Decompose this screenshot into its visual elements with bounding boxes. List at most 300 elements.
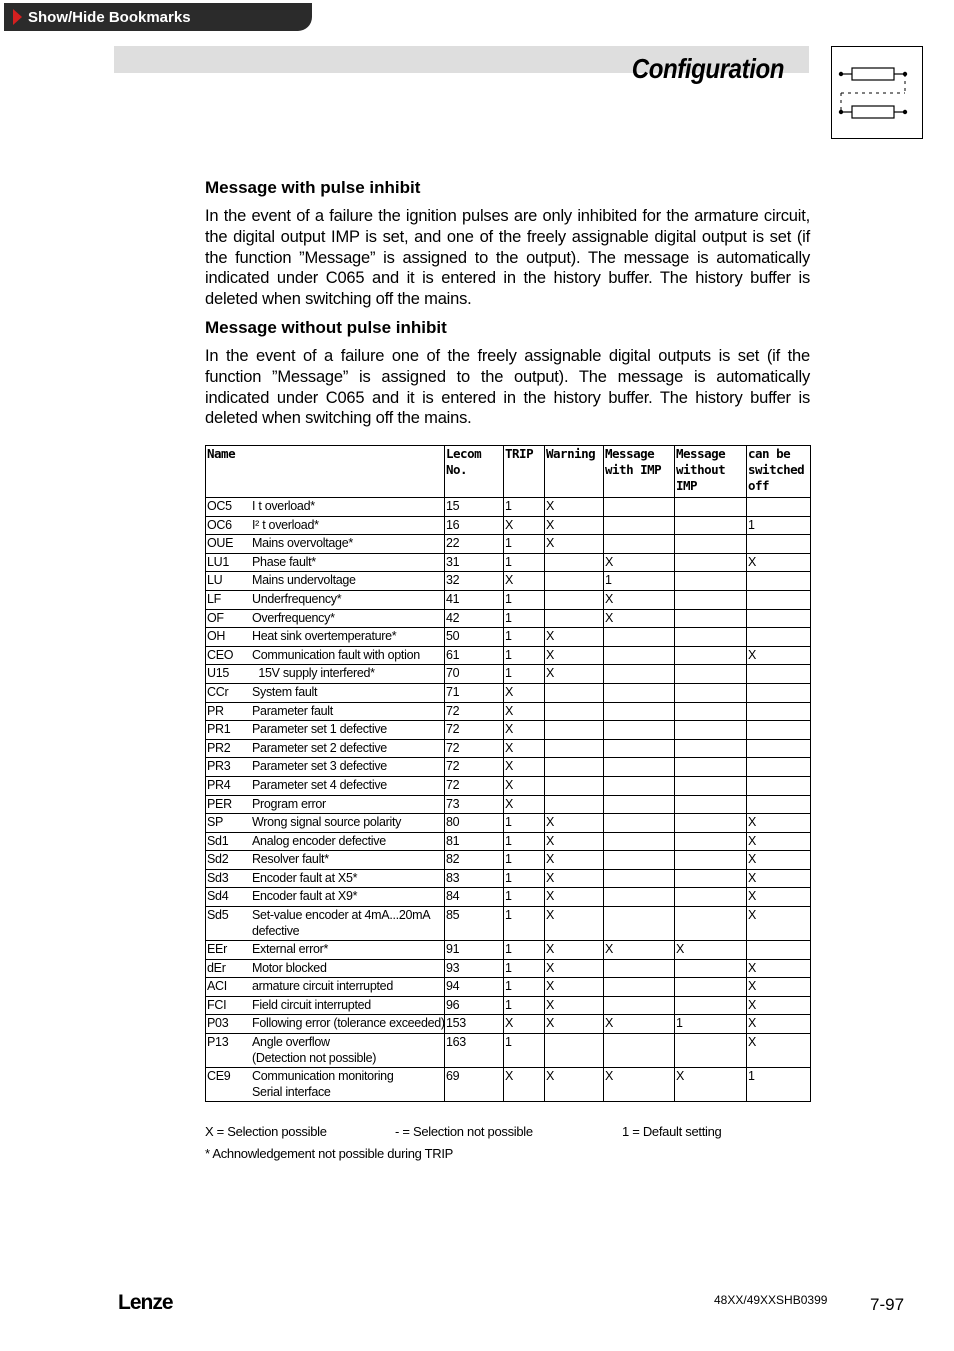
message-with-imp-cell	[604, 516, 675, 535]
message-without-imp-cell	[675, 646, 747, 665]
message-without-imp-cell	[675, 702, 747, 721]
warning-cell: X	[545, 832, 604, 851]
switch-off-cell: 1	[747, 516, 811, 535]
message-with-imp-cell	[604, 665, 675, 684]
switch-off-cell	[747, 739, 811, 758]
section-body: In the event of a failure one of the freely assignable digital outputs is set (if the function ”Message” is assigned to the output). The message is automatically indicated under C065 and it is entered in the history buffer. The history buffer is deleted when switching off the mains.	[205, 346, 810, 428]
message-without-imp-cell	[675, 683, 747, 702]
warning-cell: X	[545, 646, 604, 665]
lecom-no-cell: 50	[445, 628, 504, 647]
message-without-imp-cell	[675, 996, 747, 1015]
message-without-imp-cell	[675, 814, 747, 833]
error-description-line: Field circuit interrupted	[252, 997, 371, 1012]
name-cell	[206, 1034, 445, 1068]
table-row	[206, 572, 811, 591]
error-description-line: Program error	[252, 796, 326, 811]
error-code: OF	[207, 610, 224, 625]
error-description	[252, 960, 444, 976]
lecom-no-cell: 72	[445, 739, 504, 758]
lecom-no-cell: 73	[445, 795, 504, 814]
trip-cell: 1	[504, 609, 545, 628]
trip-cell: 1	[504, 590, 545, 609]
message-with-imp-cell: 1	[604, 572, 675, 591]
lecom-no-cell: 84	[445, 888, 504, 907]
switch-off-cell: X	[747, 1034, 811, 1068]
error-description-line: Encoder fault at X5*	[252, 870, 358, 885]
message-with-imp-cell	[604, 1034, 675, 1068]
warning-cell: X	[545, 498, 604, 517]
name-cell	[206, 702, 445, 721]
warning-cell: X	[545, 978, 604, 997]
message-without-imp-cell	[675, 498, 747, 517]
error-description	[252, 777, 444, 793]
column-header: Message with IMP	[604, 446, 675, 498]
table-row	[206, 795, 811, 814]
name-cell	[206, 869, 445, 888]
switch-off-cell: X	[747, 1015, 811, 1034]
trip-cell: X	[504, 572, 545, 591]
lecom-no-cell: 163	[445, 1034, 504, 1068]
error-description	[252, 941, 444, 957]
warning-cell: X	[545, 996, 604, 1015]
trip-cell: 1	[504, 646, 545, 665]
error-description	[252, 498, 444, 514]
warning-cell	[545, 590, 604, 609]
switch-off-cell: X	[747, 978, 811, 997]
section-heading: Message without pulse inhibit	[205, 317, 447, 337]
error-description	[252, 703, 444, 719]
message-without-imp-cell	[675, 665, 747, 684]
error-code: SP	[207, 815, 224, 830]
message-with-imp-cell: X	[604, 1068, 675, 1102]
legend-selection-possible: X = Selection possible	[205, 1124, 327, 1139]
message-without-imp-cell: 1	[675, 1015, 747, 1034]
switch-off-cell: X	[747, 814, 811, 833]
error-description-line: defective	[252, 924, 300, 939]
error-code: Sd3	[207, 870, 229, 885]
legend-selection-not-possible: - = Selection not possible	[395, 1124, 533, 1139]
error-description-line: Analog encoder defective	[252, 833, 386, 848]
warning-cell: X	[545, 516, 604, 535]
message-without-imp-cell	[675, 851, 747, 870]
message-with-imp-cell	[604, 776, 675, 795]
trip-cell: 1	[504, 498, 545, 517]
error-description	[252, 628, 444, 644]
message-without-imp-cell	[675, 628, 747, 647]
name-cell	[206, 721, 445, 740]
error-description-line: External error*	[252, 942, 329, 957]
name-cell	[206, 814, 445, 833]
warning-cell: X	[545, 628, 604, 647]
name-cell	[206, 851, 445, 870]
trip-cell: 1	[504, 628, 545, 647]
error-description	[252, 870, 444, 886]
warning-cell	[545, 609, 604, 628]
error-code: PR3	[207, 759, 231, 774]
message-without-imp-cell	[675, 516, 747, 535]
lecom-no-cell: 69	[445, 1068, 504, 1102]
error-description	[252, 591, 444, 607]
column-header: Warning	[545, 446, 604, 498]
message-with-imp-cell	[604, 535, 675, 554]
message-with-imp-cell	[604, 907, 675, 941]
error-code: EEr	[207, 942, 227, 957]
trip-cell: X	[504, 739, 545, 758]
warning-cell: X	[545, 665, 604, 684]
name-cell	[206, 888, 445, 907]
error-code: PR4	[207, 777, 231, 792]
table-row	[206, 758, 811, 777]
error-description	[252, 610, 444, 626]
trip-cell: X	[504, 776, 545, 795]
table-row	[206, 683, 811, 702]
switch-off-cell	[747, 795, 811, 814]
warning-cell	[545, 795, 604, 814]
error-description-line: I² t overload*	[252, 517, 319, 532]
table-header-row	[206, 446, 811, 498]
error-code: PR1	[207, 722, 231, 737]
table-row	[206, 996, 811, 1015]
error-description	[252, 740, 444, 756]
switch-off-cell	[747, 721, 811, 740]
message-without-imp-cell: X	[675, 1068, 747, 1102]
footnote: * Achnowledgement not possible during TRIP	[205, 1146, 454, 1161]
error-description	[252, 907, 444, 939]
lecom-no-cell: 80	[445, 814, 504, 833]
table-row	[206, 1068, 811, 1102]
name-cell	[206, 665, 445, 684]
error-code: Sd1	[207, 833, 229, 848]
message-with-imp-cell	[604, 683, 675, 702]
table-row	[206, 959, 811, 978]
name-cell	[206, 1068, 445, 1102]
warning-cell: X	[545, 814, 604, 833]
error-description	[252, 796, 444, 812]
error-description-line: Phase fault*	[252, 554, 316, 569]
lenze-logo: Lenze	[118, 1291, 173, 1314]
switch-off-cell	[747, 590, 811, 609]
table-row	[206, 776, 811, 795]
error-code: LU1	[207, 554, 230, 569]
trip-cell: X	[504, 516, 545, 535]
switch-off-cell: X	[747, 646, 811, 665]
name-cell	[206, 941, 445, 960]
name-cell	[206, 553, 445, 572]
name-cell	[206, 739, 445, 758]
warning-cell	[545, 1034, 604, 1068]
error-description	[252, 758, 444, 774]
table-row	[206, 814, 811, 833]
message-with-imp-cell	[604, 814, 675, 833]
error-description	[252, 684, 444, 700]
message-without-imp-cell	[675, 535, 747, 554]
table-row	[206, 941, 811, 960]
message-with-imp-cell	[604, 888, 675, 907]
trip-cell: 1	[504, 832, 545, 851]
lecom-no-cell: 94	[445, 978, 504, 997]
switch-off-cell: X	[747, 851, 811, 870]
error-description	[252, 978, 444, 994]
error-code: PER	[207, 796, 232, 811]
message-with-imp-cell	[604, 869, 675, 888]
error-description	[252, 572, 444, 588]
trip-cell: 1	[504, 665, 545, 684]
table-row	[206, 590, 811, 609]
error-description	[252, 721, 444, 737]
show-hide-bookmarks-button[interactable]	[4, 3, 312, 31]
message-without-imp-cell	[675, 758, 747, 777]
table-row	[206, 535, 811, 554]
table-row	[206, 739, 811, 758]
switch-off-cell	[747, 665, 811, 684]
error-description-line: System fault	[252, 684, 318, 699]
error-code: Sd2	[207, 852, 229, 867]
message-with-imp-cell	[604, 851, 675, 870]
error-code: OC5	[207, 499, 232, 513]
error-description-line: Encoder fault at X9*	[252, 889, 358, 904]
message-without-imp-cell	[675, 869, 747, 888]
error-description-line: I t overload*	[252, 499, 315, 513]
switch-off-cell	[747, 535, 811, 554]
table-row	[206, 628, 811, 647]
trip-cell: X	[504, 702, 545, 721]
lecom-no-cell: 72	[445, 776, 504, 795]
trip-cell: 1	[504, 869, 545, 888]
message-without-imp-cell	[675, 959, 747, 978]
trip-cell: X	[504, 721, 545, 740]
error-code: LU	[207, 573, 223, 588]
error-description	[252, 535, 444, 551]
message-with-imp-cell	[604, 646, 675, 665]
error-description-line: Mains undervoltage	[252, 573, 356, 588]
error-description	[252, 1034, 444, 1066]
table-row	[206, 646, 811, 665]
lecom-no-cell: 82	[445, 851, 504, 870]
table-row	[206, 498, 811, 517]
error-code: CCr	[207, 684, 229, 699]
triangle-right-icon	[13, 9, 22, 25]
message-with-imp-cell	[604, 628, 675, 647]
message-without-imp-cell	[675, 609, 747, 628]
trip-cell: 1	[504, 996, 545, 1015]
table-row	[206, 665, 811, 684]
error-description	[252, 665, 444, 681]
trip-cell: 1	[504, 1034, 545, 1068]
error-description-line: (Detection not possible)	[252, 1051, 377, 1066]
table-row	[206, 832, 811, 851]
error-description	[252, 851, 444, 867]
error-code: CEO	[207, 647, 234, 662]
trip-cell: 1	[504, 907, 545, 941]
name-cell	[206, 776, 445, 795]
switch-off-cell: X	[747, 907, 811, 941]
name-cell	[206, 795, 445, 814]
error-code: dEr	[207, 960, 226, 975]
column-header: Lecom No.	[445, 446, 504, 498]
table-row	[206, 702, 811, 721]
error-code: P13	[207, 1035, 229, 1050]
error-description-line: Communication monitoring	[252, 1069, 394, 1084]
table-row	[206, 609, 811, 628]
message-with-imp-cell	[604, 996, 675, 1015]
error-code: Sd5	[207, 908, 229, 923]
message-with-imp-cell	[604, 758, 675, 777]
lecom-no-cell: 93	[445, 959, 504, 978]
table-row	[206, 721, 811, 740]
message-with-imp-cell: X	[604, 590, 675, 609]
switch-off-cell: X	[747, 832, 811, 851]
page-title: Configuration	[631, 53, 784, 84]
message-without-imp-cell	[675, 590, 747, 609]
name-cell	[206, 683, 445, 702]
switch-off-cell: X	[747, 869, 811, 888]
trip-cell: 1	[504, 851, 545, 870]
table-row	[206, 1034, 811, 1068]
error-code: LF	[207, 591, 221, 606]
column-header: can be switched off	[747, 446, 811, 498]
section-body: In the event of a failure the ignition pulses are only inhibited for the armature circuit, the digital output IMP is set, and one of the freely assignable digital output is set (if the function ”Message” is assigned to the output). The message is automatically indicated under C065 and it is entered in the history buffer. The history buffer is deleted when switching off the mains.	[205, 207, 810, 309]
error-description-line: Wrong signal source polarity	[252, 815, 402, 830]
name-cell	[206, 628, 445, 647]
error-code: ACI	[207, 979, 227, 994]
name-cell	[206, 907, 445, 941]
error-description-line: Motor blocked	[252, 960, 327, 975]
error-description-line: Overfrequency*	[252, 610, 335, 625]
switch-off-cell	[747, 628, 811, 647]
lecom-no-cell: 153	[445, 1015, 504, 1034]
error-description-line: Serial interface	[252, 1085, 331, 1100]
lecom-no-cell: 61	[445, 646, 504, 665]
switch-off-cell: X	[747, 959, 811, 978]
message-without-imp-cell	[675, 888, 747, 907]
message-with-imp-cell: X	[604, 609, 675, 628]
error-description-line: Parameter fault	[252, 703, 333, 718]
warning-cell	[545, 683, 604, 702]
lecom-no-cell: 31	[445, 553, 504, 572]
switch-off-cell	[747, 609, 811, 628]
warning-cell: X	[545, 941, 604, 960]
error-description	[252, 997, 444, 1013]
error-description	[252, 1015, 445, 1031]
column-header: Name	[206, 446, 445, 498]
message-without-imp-cell	[675, 776, 747, 795]
error-description-line: 15V supply interfered*	[252, 666, 375, 681]
warning-cell: X	[545, 888, 604, 907]
column-header: TRIP	[504, 446, 545, 498]
error-description	[252, 833, 444, 849]
message-without-imp-cell	[675, 553, 747, 572]
error-code: U15	[207, 666, 230, 681]
name-cell	[206, 758, 445, 777]
message-with-imp-cell	[604, 702, 675, 721]
name-cell	[206, 572, 445, 591]
error-code: FCI	[207, 997, 227, 1012]
column-header: Message without IMP	[675, 446, 747, 498]
message-without-imp-cell	[675, 721, 747, 740]
error-code: OC6	[207, 517, 232, 532]
section-heading: Message with pulse inhibit	[205, 178, 421, 197]
warning-cell	[545, 739, 604, 758]
content-sections	[205, 178, 810, 437]
name-cell	[206, 609, 445, 628]
warning-cell: X	[545, 907, 604, 941]
lecom-no-cell: 42	[445, 609, 504, 628]
name-cell	[206, 535, 445, 554]
message-with-imp-cell	[604, 739, 675, 758]
switch-off-cell	[747, 702, 811, 721]
switch-off-cell: 1	[747, 1068, 811, 1102]
trip-cell: 1	[504, 888, 545, 907]
error-code: PR2	[207, 740, 231, 755]
error-description	[252, 647, 444, 663]
error-description	[252, 888, 444, 904]
warning-cell	[545, 776, 604, 795]
table-row	[206, 907, 811, 941]
warning-cell: X	[545, 851, 604, 870]
warning-cell: X	[545, 959, 604, 978]
circuit-diagram-icon	[831, 46, 923, 139]
name-cell	[206, 996, 445, 1015]
message-with-imp-cell	[604, 959, 675, 978]
error-description	[252, 1068, 444, 1100]
error-description-line: Parameter set 2 defective	[252, 740, 387, 755]
error-description	[252, 814, 444, 830]
lecom-no-cell: 96	[445, 996, 504, 1015]
legend-default-setting: 1 = Default setting	[622, 1124, 722, 1139]
name-cell	[206, 498, 445, 517]
switch-off-cell: X	[747, 888, 811, 907]
lecom-no-cell: 32	[445, 572, 504, 591]
error-description-line: Mains overvoltage*	[252, 536, 353, 551]
message-without-imp-cell: X	[675, 941, 747, 960]
page-number: 7-97	[870, 1295, 905, 1314]
switch-off-cell	[747, 941, 811, 960]
message-with-imp-cell	[604, 978, 675, 997]
switch-off-cell	[747, 776, 811, 795]
error-description-line: Heat sink overtemperature*	[252, 629, 397, 644]
message-with-imp-cell	[604, 795, 675, 814]
table-row	[206, 1015, 811, 1034]
error-code: PR	[207, 703, 224, 718]
error-description-line: Parameter set 3 defective	[252, 759, 387, 774]
table-row	[206, 869, 811, 888]
lecom-no-cell: 16	[445, 516, 504, 535]
error-description-line: Resolver fault*	[252, 852, 329, 867]
trip-cell: 1	[504, 553, 545, 572]
message-without-imp-cell	[675, 795, 747, 814]
lecom-no-cell: 22	[445, 535, 504, 554]
error-description-line: Communication fault with option	[252, 647, 420, 662]
lecom-no-cell: 81	[445, 832, 504, 851]
warning-cell: X	[545, 869, 604, 888]
name-cell	[206, 590, 445, 609]
error-description-line: Angle overflow	[252, 1035, 330, 1050]
document-id: 48XX/49XXSHB0399	[714, 1293, 828, 1307]
error-code: Sd4	[207, 889, 229, 904]
error-description	[252, 554, 444, 570]
table-row	[206, 888, 811, 907]
error-messages-table	[205, 445, 811, 1102]
switch-off-cell	[747, 572, 811, 591]
table-row	[206, 516, 811, 535]
table-row	[206, 851, 811, 870]
trip-cell: X	[504, 1068, 545, 1102]
trip-cell: X	[504, 795, 545, 814]
switch-off-cell	[747, 498, 811, 517]
message-with-imp-cell: X	[604, 1015, 675, 1034]
warning-cell: X	[545, 1015, 604, 1034]
message-without-imp-cell	[675, 572, 747, 591]
